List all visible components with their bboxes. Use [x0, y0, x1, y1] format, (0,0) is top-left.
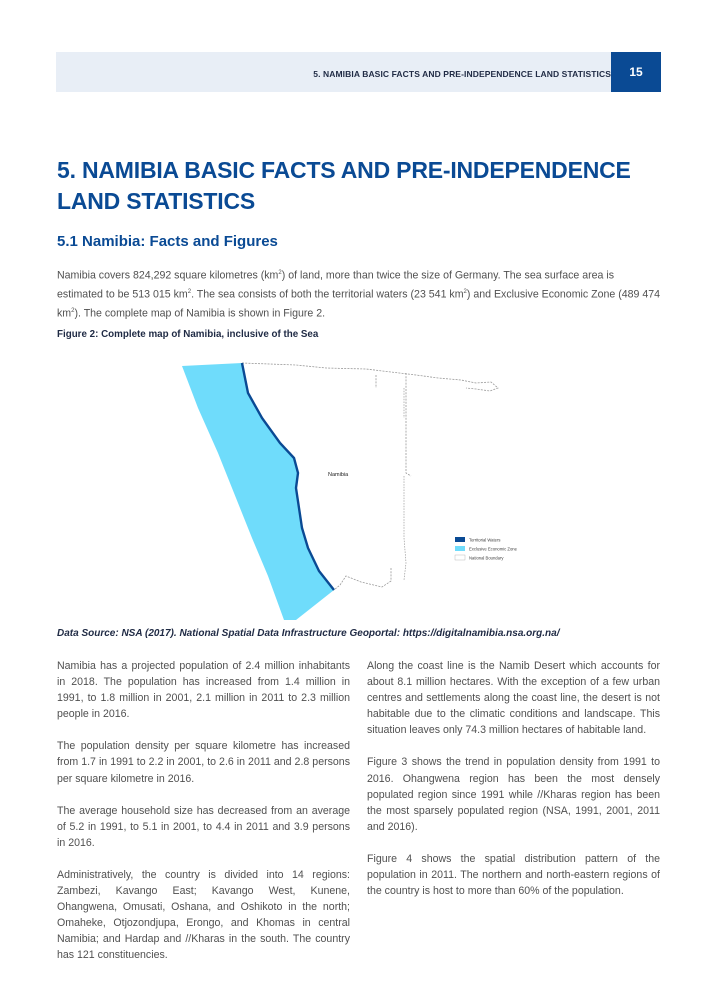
page-number-text: 15 — [629, 65, 643, 79]
body-paragraph: Administratively, the country is divided into 14 regions: Zambezi, Kavango East; Kavango West, Kunene, Ohangwena, Omusati, Oshana, and Oshikoto in the north; Omaheke, Otjozondjupa, Erongo, and Khomas in central Namibia; and Hardap and //Kharas in the south. The country has 121 constituencies. — [57, 868, 350, 962]
legend-swatch-territorial-waters — [455, 537, 465, 542]
legend-label-territorial-waters: Territorial Waters — [469, 537, 501, 543]
legend-swatch-eez — [455, 546, 465, 551]
map-legend — [455, 537, 518, 561]
section-title: 5.1 Namibia: Facts and Figures — [57, 233, 278, 250]
legend-label-national-boundary: National Boundary — [469, 555, 504, 561]
data-source-note: Data Source: NSA (2017). National Spatial Data Infrastructure Geoportal: https://digitalnamibia.nsa.org.na/ — [57, 628, 560, 639]
exclusive-economic-zone-area — [182, 363, 334, 620]
intro-paragraph: Namibia covers 824,292 square kilometres $(km^2)$ of land, more than twice the size of Germany. The sea surface area is estimated to be 513 015 $km^2$. The sea consists of both the territorial waters (23 541 $km^2$) and Exclusive Economic Zone (489 474 $km^2$). The complete map of Namibia is shown in Figure 2. — [57, 269, 661, 320]
running-header-title: 5. NAMIBIA BASIC FACTS AND PRE-INDEPENDENCE LAND STATISTICS — [313, 69, 611, 79]
body-paragraph: The population density per square kilometre has increased from 1.7 in 1991 to 2.2 in 2001, to 2.6 in 2011 and 2.8 persons per square kilometre in 2016. — [57, 740, 350, 785]
legend-label-eez: Exclusive Economic Zone — [469, 546, 517, 552]
body-paragraph: Namibia has a projected population of 2.4 million inhabitants in 2018. The population has increased from 1.4 million in 1991, to 1.8 million in 2001, 2.1 million in 2011 to 2.3 million people in 2016. — [57, 660, 350, 721]
body-column-right — [367, 658, 660, 915]
body-column-left — [57, 658, 350, 980]
body-paragraph: Figure 3 shows the trend in population density from 1991 to 2016. Ohangwena region has been the most densely populated region since 1991 while //Kharas region has been the most sparsely populated region (NSA, 1991, 2001, 2011 and 2016). — [367, 756, 660, 833]
chapter-title: 5. NAMIBIA BASIC FACTS AND PRE-INDEPENDENCE LAND STATISTICS — [57, 157, 631, 214]
namibia-map — [176, 358, 536, 623]
national-boundary-outline-east — [404, 388, 406, 580]
body-paragraph: The average household size has decreased from an average of 5.2 in 1991, to 5.1 in 2001, to 4.4 in 2011 and 3.9 persons in 2016. — [57, 804, 350, 849]
body-paragraph: Along the coast line is the Namib Desert which accounts for about 8.1 million hectares. With the exception of a few urban centres and settlements along the coast line, the desert is not habitable due to the climatic conditions and landscape. This situation leaves only 74.3 million hectares of habitable land. — [367, 660, 660, 737]
page-number — [611, 52, 661, 92]
figure-caption: Figure 2: Complete map of Namibia, inclusive of the Sea — [57, 329, 319, 340]
legend-swatch-national-boundary — [455, 555, 465, 560]
body-paragraph: Figure 4 shows the spatial distribution pattern of the population in 2011. The northern and north-eastern regions of the country is host to more than 60% of the population. — [367, 852, 660, 898]
map-label-namibia: Namibia — [328, 472, 349, 478]
